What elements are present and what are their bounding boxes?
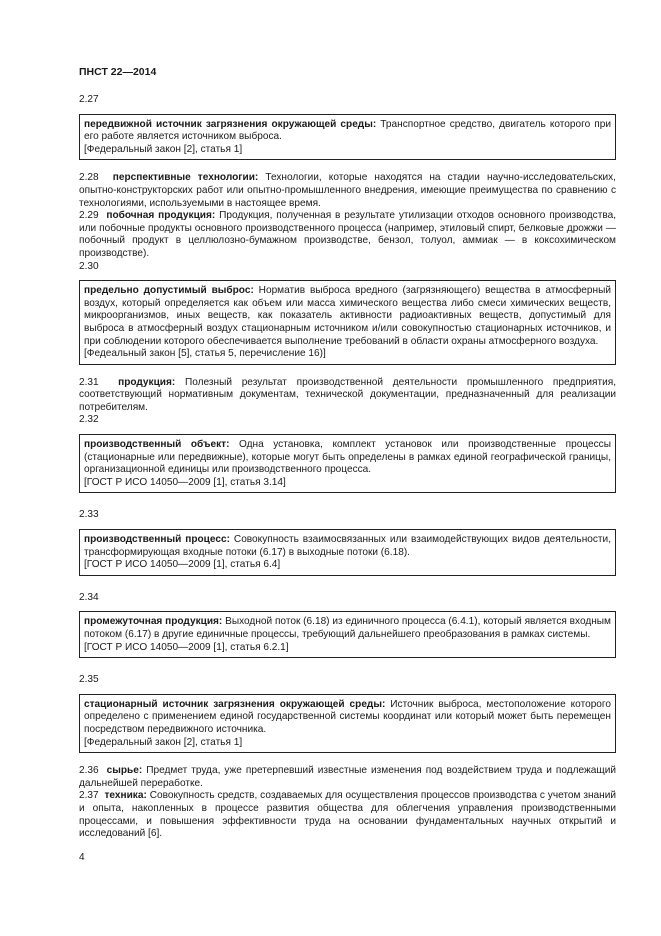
document-header: ПНСТ 22—2014 <box>79 66 157 78</box>
term-number: 2.28 <box>79 172 99 184</box>
term-name: побочная продукция: <box>106 210 216 222</box>
term-2-29 <box>79 210 616 260</box>
term-name: производственный процесс: <box>84 534 230 546</box>
term-box-2-35 <box>79 694 616 753</box>
term-reference: [Федеральный закон [2], статья 1] <box>84 143 243 155</box>
term-definition: Совокупность взаимосвязанных или взаимодействующих видов деятельности, трансформирующая входные потоки (6.17) в выходные потоки (6.18). <box>84 534 611 558</box>
term-number-2-32: 2.32 <box>79 414 99 426</box>
term-definition: Совокупность средств, создаваемых для осуществления процессов производства с учетом знаний и опыта, накопленных в процессе развития общества для облегчения управления производственными процессами, и повышения эффективности труда на основании фундаментальных научных открытий и исследований [6]. <box>79 790 616 840</box>
term-number: 2.29 <box>79 210 99 222</box>
term-2-28 <box>79 172 616 210</box>
term-reference: [ГОСТ Р ИСО 14050—2009 [1], статья 6.4] <box>84 559 281 571</box>
term-box-2-27 <box>79 114 616 161</box>
term-number-2-27: 2.27 <box>79 94 99 105</box>
document-body <box>79 94 616 841</box>
term-2-31 <box>79 377 616 415</box>
term-name: техника: <box>104 790 147 802</box>
term-reference: [Федеальный закон [5], статья 5, перечисление 16)] <box>84 348 326 360</box>
term-name: производственный объект: <box>84 439 230 451</box>
term-name: передвижной источник загрязнения окружающей среды: <box>84 118 377 130</box>
term-2-37 <box>79 790 616 840</box>
term-definition: Полезный результат производственной деятельности промышленного предприятия, соответствующий нормативным документам, технической документации, предназначенный для реализации потребителям. <box>79 376 617 413</box>
term-number: 2.36 <box>79 765 99 777</box>
term-box-2-32 <box>79 434 616 493</box>
term-number: 2.37 <box>79 790 99 802</box>
term-definition: Технологии, которые находятся на стадии научно-исследовательских, опытно-конструкторских работ или опытно-промышленного внедрения, имеющие преимущества по сравнению с технологиями, используемыми в настоящее время. <box>79 172 616 209</box>
term-box-2-30 <box>79 280 616 365</box>
term-box-2-34 <box>79 611 616 658</box>
term-number-2-30: 2.30 <box>79 260 99 272</box>
term-name: стационарный источник загрязнения окружающей среды: <box>84 698 386 710</box>
term-number-2-33: 2.33 <box>79 509 99 521</box>
term-reference: [ГОСТ Р ИСО 14050—2009 [1], статья 6.2.1] <box>84 641 289 653</box>
term-definition: Норматив выброса вредного (загрязняющего) вещества в атмосферный воздух, который определяется как объем или масса химического вещества либо смеси химических веществ, микроорганизмов, иных веществ, как показатель активности радиоактивных веществ, допустимый для выброса в атмосферный воздух стационарным источником и/или совокупностью стационарных источников, и при соблюдении которого обеспечивается выполнение требований в области охраны атмосферного воздуха. <box>84 285 611 347</box>
term-2-36 <box>79 765 616 790</box>
term-definition: Продукция, полученная в результате утилизации отходов основного производства, или побочные продукты основного производственного процесса (например, этиловый спирт, белковые дрожжи — побочный продукт в целлюлозно-бумажном производстве, бензол, толуол, аммиак — в коксохимическом производстве). <box>79 210 617 259</box>
term-reference: [Федеральный закон [2], статья 1] <box>84 736 243 748</box>
term-box-2-33 <box>79 529 616 576</box>
page-number: 4 <box>79 852 85 863</box>
term-name: перспективные технологии: <box>112 172 259 184</box>
term-name: промежуточная продукция: <box>84 616 223 628</box>
term-definition: Предмет труда, уже претерпевший известные изменения под воздействием труда и подлежащий дальнейшей переработке. <box>79 765 616 789</box>
term-number: 2.31 <box>79 376 99 388</box>
term-definition: Источник выброса, местоположение которого определено с применением единой государственной системы координат или который может быть перемещен посредством передвижного источника. <box>84 698 611 735</box>
term-number-2-34: 2.34 <box>79 591 99 603</box>
term-name: предельно допустимый выброс: <box>84 285 254 297</box>
term-reference: [ГОСТ Р ИСО 14050—2009 [1], статья 3.14] <box>84 476 286 488</box>
term-definition: Выходной поток (6.18) из единичного процесса (6.4.1), который является входным потоком (6.17) в другие единичные процессы, требующий дальнейшего преобразования в рамках системы. <box>84 616 611 640</box>
term-number-2-35: 2.35 <box>79 674 99 686</box>
term-name: продукция: <box>118 376 176 388</box>
term-definition: Одна установка, комплект установок или производственные процессы (стационарные или передвижные), которые могут быть определены в рамках единой географической границы, организационной единицы или производственного процесса. <box>84 439 611 476</box>
term-definition: Транспортное средство, двигатель которого при его работе является источником выброса. <box>84 118 611 143</box>
term-name: сырье: <box>106 765 143 777</box>
